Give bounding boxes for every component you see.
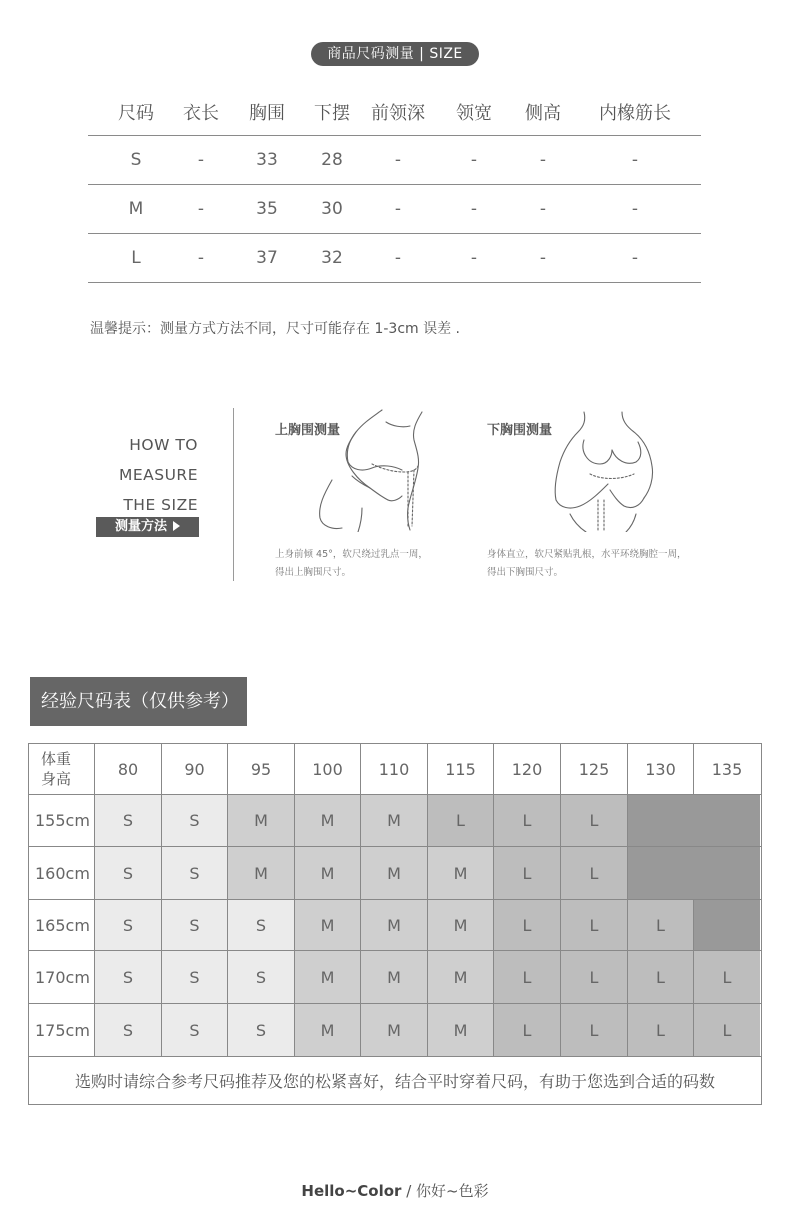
size-value-cell: - xyxy=(197,248,205,268)
height-row-label: 170cm xyxy=(29,951,95,1003)
brand-tagline: / 你好~色彩 xyxy=(401,1182,489,1200)
size-recommendation-cell: S xyxy=(228,900,295,950)
size-recommendation-cell xyxy=(694,847,760,899)
size-recommendation-cell: S xyxy=(95,1004,162,1056)
size-recommendation-cell: S xyxy=(95,847,162,899)
size-recommendation-cell: S xyxy=(95,951,162,1003)
size-recommendation-cell: M xyxy=(428,1004,494,1056)
size-value-cell: - xyxy=(470,199,478,219)
upper-bust-description xyxy=(275,546,428,582)
size-recommendation-cell: L xyxy=(561,951,628,1003)
experience-chart-title: 经验尺码表（仅供参考） xyxy=(30,677,247,726)
size-recommendation-cell: L xyxy=(561,1004,628,1056)
size-recommendation-cell xyxy=(628,795,694,846)
size-header-cell: 下摆 xyxy=(314,102,350,124)
under-bust-desc-line-1: 身体直立，软尺紧贴乳根，水平环绕胸腔一周， xyxy=(487,549,687,560)
height-row-label: 165cm xyxy=(29,900,95,950)
brand-name: Hello~Color xyxy=(301,1182,402,1200)
size-value-cell: - xyxy=(539,248,547,268)
size-recommendation-cell: S xyxy=(162,847,228,899)
size-recommendation-cell: S xyxy=(162,951,228,1003)
howto-line-2: MEASURE xyxy=(118,466,198,484)
size-recommendation-cell: L xyxy=(561,900,628,950)
size-table-row xyxy=(88,136,701,185)
size-value-cell: - xyxy=(539,150,547,170)
size-value-cell: - xyxy=(631,199,639,219)
size-recommendation-cell: L xyxy=(494,847,561,899)
weight-header-cell: 110 xyxy=(361,744,428,794)
size-value-cell: L xyxy=(131,248,141,268)
size-recommendation-cell: L xyxy=(561,795,628,846)
size-recommendation-cell: S xyxy=(228,1004,295,1056)
size-recommendation-cell: L xyxy=(694,1004,760,1056)
size-value-cell: - xyxy=(394,248,402,268)
size-value-cell: - xyxy=(470,150,478,170)
size-value-cell: - xyxy=(539,199,547,219)
size-value-cell: S xyxy=(130,150,142,170)
size-header-cell: 衣长 xyxy=(183,102,219,124)
size-recommendation-cell: L xyxy=(628,900,694,950)
size-value-cell: - xyxy=(470,248,478,268)
divider-line xyxy=(233,408,234,581)
size-recommendation-cell: M xyxy=(228,795,295,846)
size-recommendation-cell: L xyxy=(494,795,561,846)
howto-line-3: THE SIZE xyxy=(123,496,198,514)
grid-row xyxy=(29,847,761,900)
size-recommendation-cell: M xyxy=(428,847,494,899)
size-value-cell: - xyxy=(394,199,402,219)
size-recommendation-cell: L xyxy=(561,847,628,899)
size-recommendation-cell: L xyxy=(494,951,561,1003)
size-recommendation-cell: M xyxy=(361,847,428,899)
size-recommendation-cell: L xyxy=(628,1004,694,1056)
size-value-cell: - xyxy=(197,150,205,170)
size-recommendation-cell xyxy=(694,900,760,950)
size-recommendation-cell: M xyxy=(295,795,361,846)
weight-header-cell: 135 xyxy=(711,759,743,779)
size-recommendation-cell: M xyxy=(361,951,428,1003)
howto-heading xyxy=(96,430,198,520)
weight-header-cell: 95 xyxy=(228,744,295,794)
size-recommendation-cell: M xyxy=(295,847,361,899)
weight-label: 体重 xyxy=(41,750,72,768)
size-header-cell: 内橡筋长 xyxy=(599,102,671,124)
play-triangle-icon xyxy=(173,521,180,531)
under-bust-illustration-icon xyxy=(550,410,660,532)
size-recommendation-cell: S xyxy=(95,900,162,950)
weight-header-cell: 80 xyxy=(95,744,162,794)
under-bust-title: 下胸围测量 xyxy=(487,423,553,438)
size-recommendation-cell: L xyxy=(694,951,760,1003)
size-value-cell: 32 xyxy=(321,248,343,268)
size-section-title: 商品尺码测量 | SIZE xyxy=(311,42,479,66)
size-value-cell: 37 xyxy=(256,248,278,268)
height-label: 身高 xyxy=(41,770,72,788)
size-recommendation-cell: S xyxy=(162,900,228,950)
size-value-cell: 30 xyxy=(321,199,343,219)
size-recommendation-cell: M xyxy=(428,900,494,950)
grid-row xyxy=(29,900,761,951)
weight-header-cell: 125 xyxy=(561,744,628,794)
size-recommendation-cell: M xyxy=(361,900,428,950)
weight-header-cell: 115 xyxy=(428,744,494,794)
size-table xyxy=(88,88,701,283)
size-value-cell: - xyxy=(631,150,639,170)
howto-line-1: HOW TO xyxy=(129,436,198,454)
measure-method-label: 测量方法 xyxy=(114,519,167,534)
size-table-row xyxy=(88,185,701,234)
size-recommendation-cell: L xyxy=(628,951,694,1003)
grid-note: 选购时请综合参考尺码推荐及您的松紧喜好，结合平时穿着尺码，有助于您选到合适的码数 xyxy=(74,1072,715,1091)
size-recommendation-cell: M xyxy=(295,951,361,1003)
size-header-cell: 前领深 xyxy=(371,102,425,124)
size-header-cell: 领宽 xyxy=(456,102,492,124)
upper-bust-title: 上胸围测量 xyxy=(275,423,341,438)
size-recommendation-cell xyxy=(628,847,694,899)
under-bust-description xyxy=(487,546,687,582)
size-recommendation-cell: M xyxy=(228,847,295,899)
size-recommendation-cell: S xyxy=(162,1004,228,1056)
upper-bust-desc-line-2: 得出上胸围尺寸。 xyxy=(275,567,352,578)
weight-header-cell: 100 xyxy=(295,744,361,794)
height-row-label: 175cm xyxy=(29,1004,95,1056)
weight-header-cell: 120 xyxy=(494,744,561,794)
size-value-cell: - xyxy=(197,199,205,219)
grid-header-row xyxy=(29,744,761,795)
under-bust-desc-line-2: 得出下胸围尺寸。 xyxy=(487,567,564,578)
size-table-header xyxy=(88,88,701,136)
measure-tip: 温馨提示：测量方式方法不同，尺寸可能存在 1-3cm 误差 . xyxy=(90,321,461,337)
size-recommendation-cell: M xyxy=(295,900,361,950)
footer-brand-line xyxy=(0,1180,790,1201)
size-value-cell: 28 xyxy=(321,150,343,170)
weight-header-cell: 130 xyxy=(628,744,694,794)
grid-row xyxy=(29,1004,761,1056)
upper-bust-desc-line-1: 上身前倾 45°，软尺绕过乳点一周， xyxy=(275,549,428,560)
size-header-cell: 侧高 xyxy=(525,102,561,124)
measure-method-button xyxy=(96,517,199,537)
size-recommendation-cell: S xyxy=(228,951,295,1003)
upper-bust-illustration-icon xyxy=(312,408,442,532)
size-recommendation-cell: S xyxy=(162,795,228,846)
size-header-cell: 尺码 xyxy=(118,102,154,124)
experience-size-grid xyxy=(28,743,762,1105)
grid-row xyxy=(29,951,761,1004)
height-row-label: 155cm xyxy=(29,795,95,846)
height-row-label: 160cm xyxy=(29,847,95,899)
size-recommendation-cell: L xyxy=(494,1004,561,1056)
size-value-cell: M xyxy=(128,199,144,219)
size-value-cell: - xyxy=(394,150,402,170)
size-recommendation-cell xyxy=(694,795,760,846)
size-recommendation-cell: M xyxy=(428,951,494,1003)
size-value-cell: 33 xyxy=(256,150,278,170)
size-recommendation-cell: L xyxy=(494,900,561,950)
size-recommendation-cell: S xyxy=(95,795,162,846)
grid-corner-cell xyxy=(29,744,95,794)
size-recommendation-cell: M xyxy=(361,795,428,846)
size-table-row xyxy=(88,234,701,283)
size-recommendation-cell: M xyxy=(361,1004,428,1056)
size-recommendation-cell: M xyxy=(295,1004,361,1056)
size-header-cell: 胸围 xyxy=(249,102,285,124)
size-recommendation-cell: L xyxy=(428,795,494,846)
size-value-cell: 35 xyxy=(256,199,278,219)
weight-header-cell: 90 xyxy=(162,744,228,794)
grid-row xyxy=(29,795,761,847)
size-value-cell: - xyxy=(631,248,639,268)
